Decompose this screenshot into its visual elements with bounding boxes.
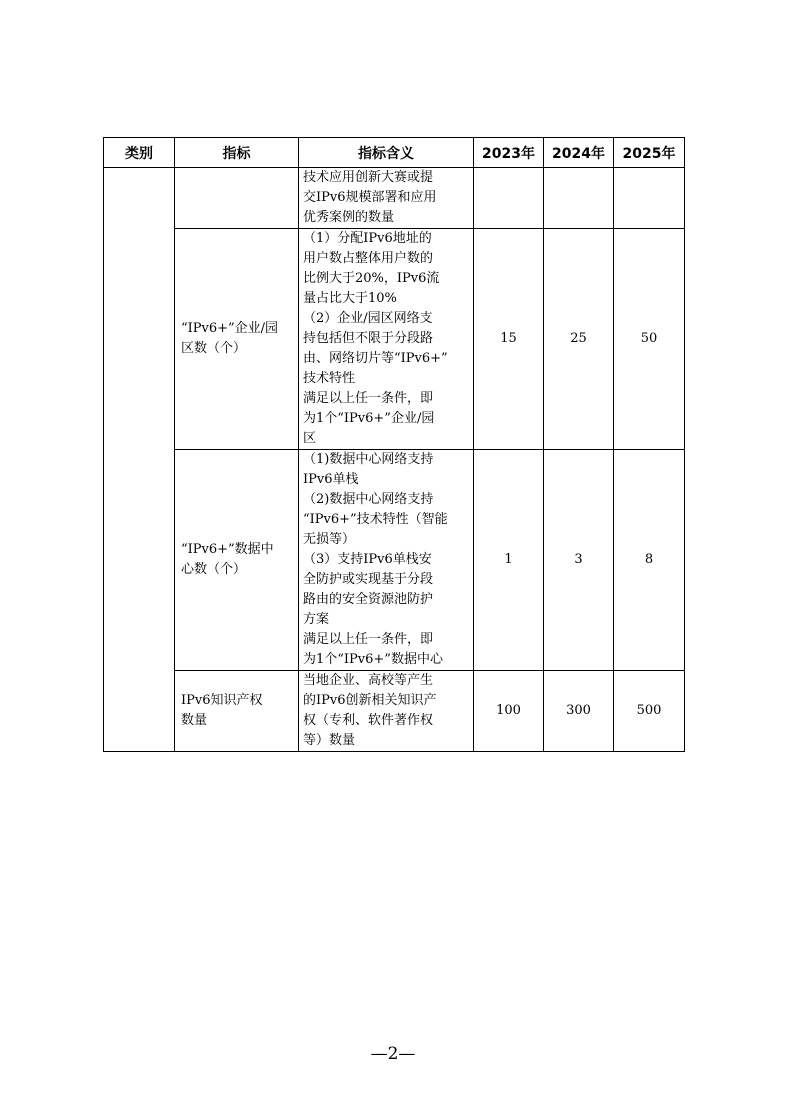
table-row: [104, 229, 685, 450]
value-2024: 300: [544, 671, 614, 752]
value-2023: 1: [474, 450, 544, 671]
value-2024: [544, 168, 614, 229]
value-2025: [614, 168, 685, 229]
definition-line: 交IPv6规模部署和应用: [303, 190, 437, 205]
indicator-line: 心数（个）: [181, 562, 247, 577]
definition-cell: [299, 168, 474, 229]
indicator-line: 区数（个）: [181, 341, 247, 356]
definition-line: 满足以上任一条件，即: [303, 632, 434, 647]
table-row: [104, 671, 685, 752]
value-2025: 500: [614, 671, 685, 752]
definition-cell: [299, 671, 474, 752]
definition-line: 为1个“IPv6+”数据中心: [303, 652, 443, 667]
header-definition: 指标含义: [299, 138, 474, 168]
indicator-cell: [175, 168, 299, 229]
table-row: [104, 450, 685, 671]
indicator-cell: [175, 450, 299, 671]
definition-line: 无损等）: [303, 532, 356, 547]
indicator-table: [103, 137, 685, 752]
definition-line: （2）企业/园区网络支: [303, 311, 433, 326]
table-row: [104, 168, 685, 229]
indicator-line: IPv6知识产权: [181, 693, 263, 708]
definition-line: 由、网络切片等“IPv6+”: [303, 351, 448, 366]
value-2023: 100: [474, 671, 544, 752]
header-year-2024: 2024年: [544, 138, 614, 168]
indicator-line: 数量: [181, 713, 208, 728]
value-2025: 8: [614, 450, 685, 671]
definition-line: 的IPv6创新相关知识产: [303, 693, 437, 708]
definition-line: 技术特性: [303, 371, 356, 386]
definition-line: （2)数据中心网络支持: [303, 492, 434, 507]
definition-line: IPv6单栈: [303, 472, 359, 487]
definition-line: 技术应用创新大赛或提: [303, 170, 434, 185]
definition-line: 方案: [303, 612, 330, 627]
definition-line: 权（专利、软件著作权: [303, 713, 434, 728]
header-year-2025: 2025年: [614, 138, 685, 168]
definition-line: 路由的安全资源池防护: [303, 592, 434, 607]
definition-line: 比例大于20%，IPv6流: [303, 271, 440, 286]
indicator-cell: [175, 671, 299, 752]
header-year-2023: 2023年: [474, 138, 544, 168]
definition-line: 持包括但不限于分段路: [303, 331, 434, 346]
definition-cell: [299, 450, 474, 671]
header-category: 类别: [104, 138, 175, 168]
definition-line: 满足以上任一条件，即: [303, 391, 434, 406]
value-2023: [474, 168, 544, 229]
definition-line: 等）数量: [303, 733, 356, 748]
definition-line: 为1个“IPv6+”企业/园: [303, 411, 435, 426]
header-indicator: 指标: [175, 138, 299, 168]
value-2025: 50: [614, 229, 685, 450]
definition-line: （1)数据中心网络支持: [303, 452, 434, 467]
definition-line: 全防护或实现基于分段: [303, 572, 434, 587]
definition-line: 优秀案例的数量: [303, 210, 395, 225]
indicator-line: “IPv6+”数据中: [181, 542, 274, 557]
definition-line: 用户数占整体用户数的: [303, 251, 434, 266]
value-2024: 3: [544, 450, 614, 671]
page-number: —2—: [370, 1044, 416, 1064]
definition-line: “IPv6+”技术特性（智能: [303, 512, 448, 527]
indicator-cell: [175, 229, 299, 450]
definition-line: 量占比大于10%: [303, 291, 397, 306]
definition-line: 当地企业、高校等产生: [303, 673, 434, 688]
definition-line: 区: [303, 431, 317, 446]
definition-line: （1）分配IPv6地址的: [303, 231, 432, 246]
value-2024: 25: [544, 229, 614, 450]
category-cell: [104, 168, 175, 752]
value-2023: 15: [474, 229, 544, 450]
definition-cell: [299, 229, 474, 450]
definition-line: （3）支持IPv6单栈安: [303, 552, 432, 567]
table-header-row: [104, 138, 685, 168]
indicator-line: “IPv6+”企业/园: [181, 321, 279, 336]
